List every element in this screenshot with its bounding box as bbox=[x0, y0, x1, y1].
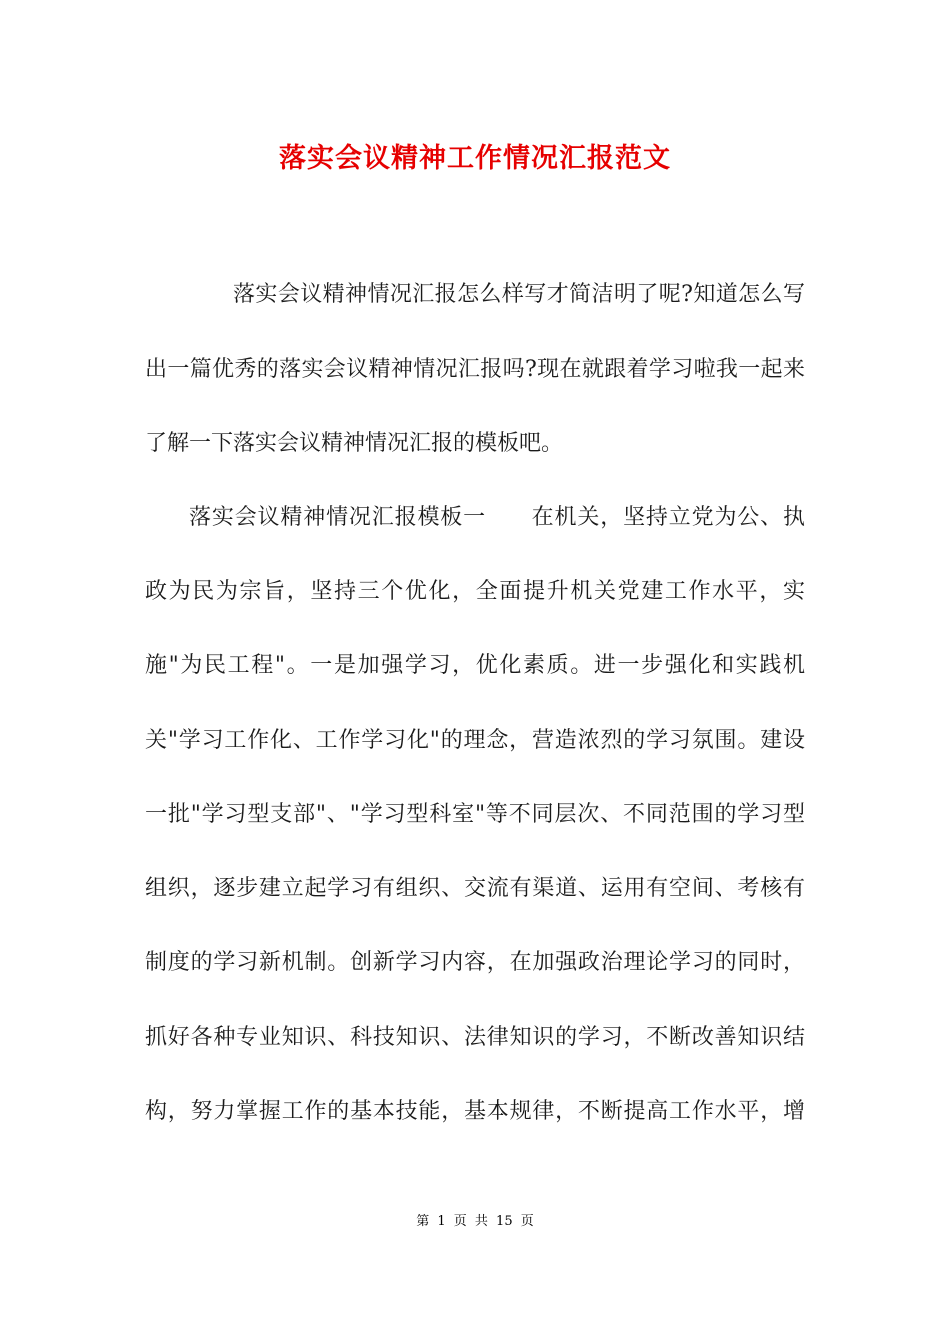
body-line: 了解一下落实会议精神情况汇报的模板吧。 bbox=[145, 431, 564, 456]
body-line: 构，努力掌握工作的基本技能，基本规律，不断提高工作水平，增 bbox=[145, 1099, 805, 1124]
body-line: 施"为民工程"。一是加强学习，优化素质。进一步强化和实践机 bbox=[145, 653, 805, 678]
body-line: 出一篇优秀的落实会议精神情况汇报吗?现在就跟着学习啦我一起来 bbox=[145, 357, 805, 382]
body-line: 关"学习工作化、工作学习化"的理念，营造浓烈的学习氛围。建设 bbox=[145, 728, 805, 753]
body-line: 落实会议精神情况汇报怎么样写才简洁明了呢?知道怎么写 bbox=[233, 282, 805, 307]
body-line: 抓好各种专业知识、科技知识、法律知识的学习，不断改善知识结 bbox=[145, 1025, 805, 1050]
body-line: 制度的学习新机制。创新学习内容，在加强政治理论学习的同时， bbox=[145, 950, 805, 975]
document-title: 落实会议精神工作情况汇报范文 bbox=[279, 143, 671, 174]
page-number: 第 1 页 共 15 页 bbox=[416, 1214, 534, 1229]
body-line: 一批"学习型支部"、"学习型科室"等不同层次、不同范围的学习型 bbox=[145, 802, 805, 827]
body-line: 组织，逐步建立起学习有组织、交流有渠道、运用有空间、考核有 bbox=[145, 876, 805, 901]
body-line: 落实会议精神情况汇报模板一 在机关，坚持立党为公、执 bbox=[189, 505, 805, 530]
body-line: 政为民为宗旨，坚持三个优化，全面提升机关党建工作水平，实 bbox=[145, 579, 805, 604]
